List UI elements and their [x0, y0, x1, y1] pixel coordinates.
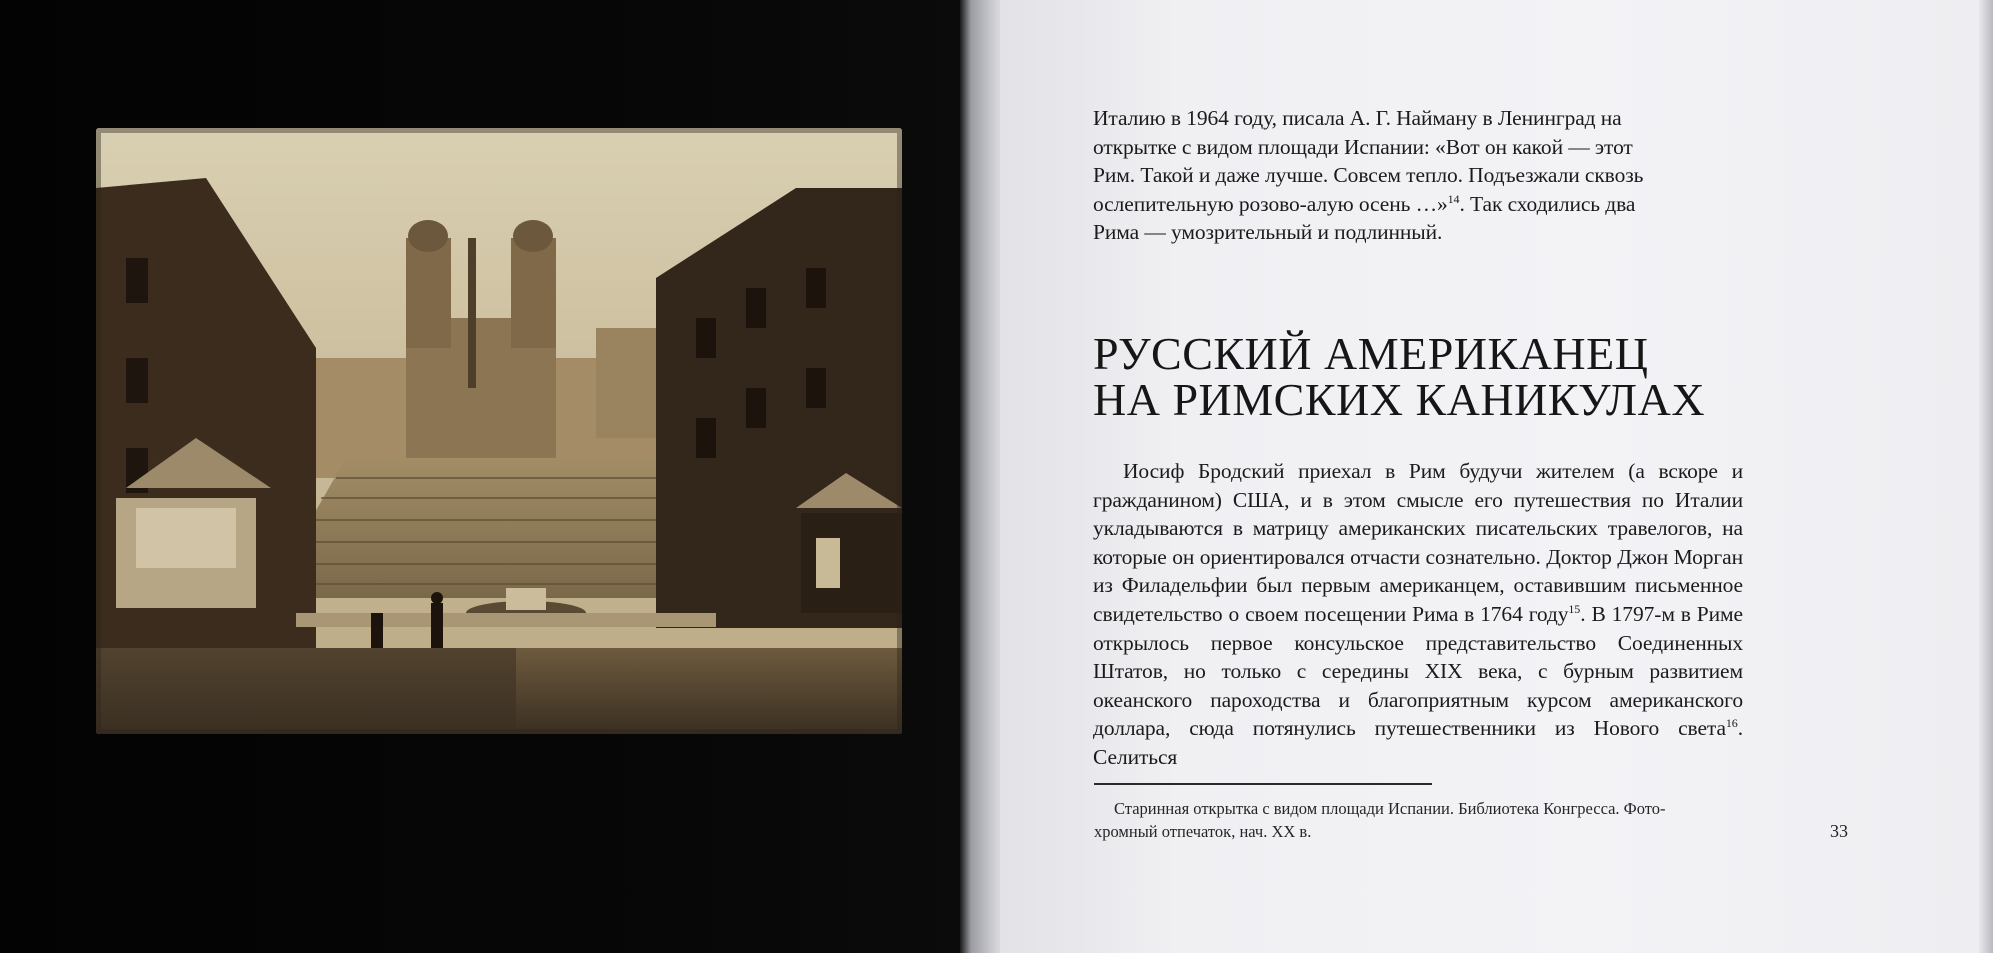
intro-line-4-end: . Так сходились два: [1459, 191, 1636, 216]
spanish-steps-photo: [96, 128, 902, 734]
page-edge: [1979, 0, 1993, 953]
body-text-3: . Селиться: [1093, 716, 1743, 769]
footnote-ref-16: 16: [1725, 716, 1738, 731]
intro-line-4: ослепительную розово-алую осень …»: [1093, 191, 1448, 216]
caption-line-1: Старинная открытка с видом площади Испании. Библиотека Конгресса. Фото-: [1114, 799, 1666, 818]
spanish-steps-illustration: [96, 128, 902, 734]
footnote-ref-15: 15: [1568, 601, 1581, 616]
intro-paragraph: [1093, 104, 1743, 247]
heading-line-1: РУССКИЙ АМЕРИКАНЕЦ: [1093, 327, 1649, 379]
page-number: 33: [1830, 821, 1848, 841]
footnote-ref-14: 14: [1447, 191, 1460, 206]
caption-rule: [1094, 783, 1432, 785]
left-page: [0, 0, 968, 953]
intro-line-2: открытке с видом площади Испании: «Вот он какой — этот: [1093, 134, 1633, 159]
text-column: [1093, 104, 1743, 772]
caption-line-2: хромный отпечаток, нач. XX в.: [1094, 822, 1312, 841]
body-paragraph: [1093, 457, 1743, 772]
body-text-2: . В 1797-м в Риме открылось первое консульское представительство Соединенных Штатов, но только с середины XIX века, с бурным развитием океанского пароходства и благоприятным курсом американского доллара, сюда потянулись путешественники из Нового света: [1093, 601, 1744, 741]
intro-line-3: Рим. Такой и даже лучше. Совсем тепло. Подъезжали сквозь: [1093, 163, 1644, 188]
photo-caption: [1094, 797, 1754, 843]
heading-line-2: НА РИМСКИХ КАНИКУЛАХ: [1093, 373, 1706, 425]
intro-line-5: Рима — умозрительный и подлинный.: [1093, 220, 1443, 245]
body-text-1: Иосиф Бродский приехал в Рим будучи жителем (а вскоре и гражданином) США, и в этом смысле его путешествия по Италии укладываются в матрицу американских писательских травелогов, на которые он ориентировался отчасти сознательно. Доктор Джон Морган из Филадельфии был первым американцем, оставившим письменное свидетельство о своем посещении Рима в 1764 году: [1093, 458, 1743, 626]
section-heading: [1093, 327, 1743, 425]
intro-line-1: Италию в 1964 году, писала А. Г. Найману в Ленинград на: [1093, 106, 1622, 130]
